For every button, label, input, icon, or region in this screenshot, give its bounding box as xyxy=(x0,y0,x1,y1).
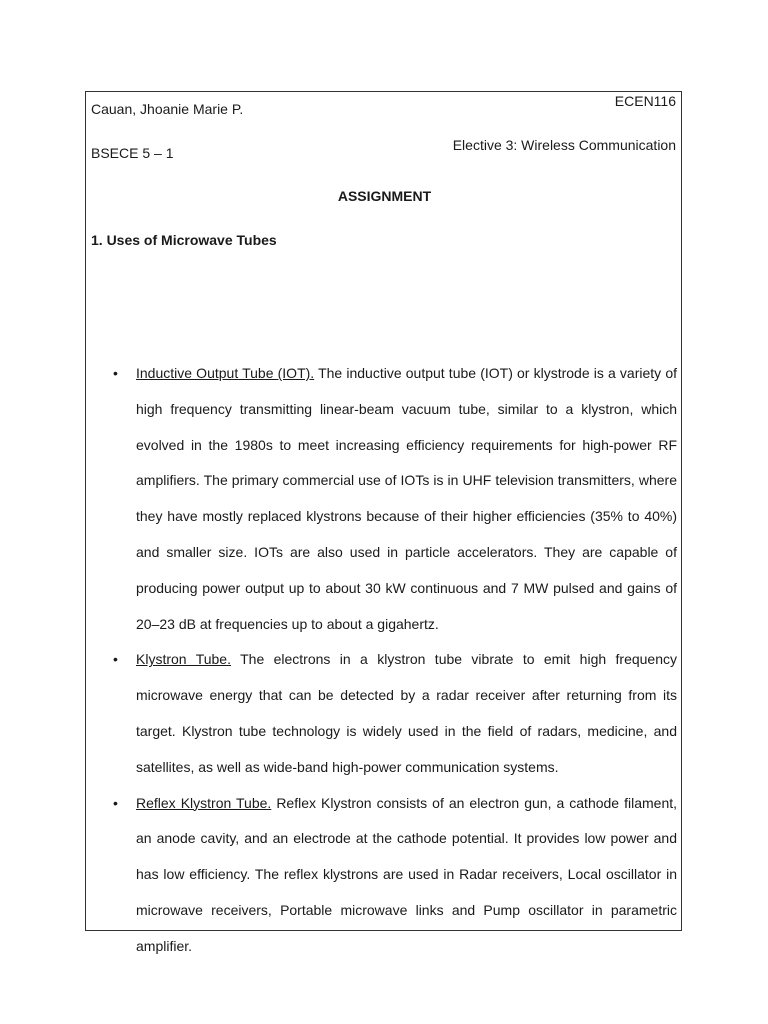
document-frame xyxy=(85,91,682,954)
list-item xyxy=(86,786,683,965)
bullet-text xyxy=(136,786,677,965)
section-heading: 1. Uses of Microwave Tubes xyxy=(91,232,277,248)
bullet-icon: • xyxy=(113,365,118,381)
assignment-title: ASSIGNMENT xyxy=(337,188,432,204)
bullet-body: The electrons in a klystron tube vibrate to emit high frequency microwave energy that can be detected by a radar receiver after returning from its target. Klystron tube technology is widely used in the field of radars, medicine, and satellites, as well as wide-band high-power communication systems. xyxy=(136,651,678,775)
bullet-body: The inductive output tube (IOT) or klystrode is a variety of high frequency transmitting linear-beam vacuum tube, similar to a klystron, which evolved in the 1980s to meet increasing efficiency requirements for high-power RF amplifiers. The primary commercial use of IOTs is in UHF television transmitters, where they have mostly replaced klystrons because of their higher efficiencies (35% to 40%) and smaller size. IOTs are also used in particle accelerators. They are capable of producing power output up to about 30 kW continuous and 7 MW pulsed and gains of 20–23 dB at frequencies up to about a gigahertz. xyxy=(136,365,677,632)
student-name: Cauan, Jhoanie Marie P. xyxy=(91,101,244,117)
bullet-icon: • xyxy=(113,794,118,811)
bullet-list xyxy=(86,356,683,965)
course-title: Elective 3: Wireless Communication xyxy=(452,137,676,153)
list-item xyxy=(86,356,683,642)
course-code: ECEN116 xyxy=(614,93,676,109)
bullet-term: Inductive Output Tube (IOT). xyxy=(136,365,315,381)
student-section: BSECE 5 – 1 xyxy=(91,145,174,161)
bullet-term: Klystron Tube. xyxy=(136,651,231,668)
bullet-term: Reflex Klystron Tube. xyxy=(136,794,272,811)
list-item xyxy=(86,642,683,785)
bullet-icon: • xyxy=(113,651,118,668)
bullet-text xyxy=(136,356,677,642)
bullet-text xyxy=(136,642,677,785)
bullet-body: Reflex Klystron consists of an electron gun, a cathode filament, an anode cavity, and an electrode at the cathode potential. It provides low power and has low efficiency. The reflex klystrons are used in Radar receivers, Local oscillator in microwave receivers, Portable microwave links and Pump oscillator in parametric amplifier. xyxy=(136,794,678,954)
